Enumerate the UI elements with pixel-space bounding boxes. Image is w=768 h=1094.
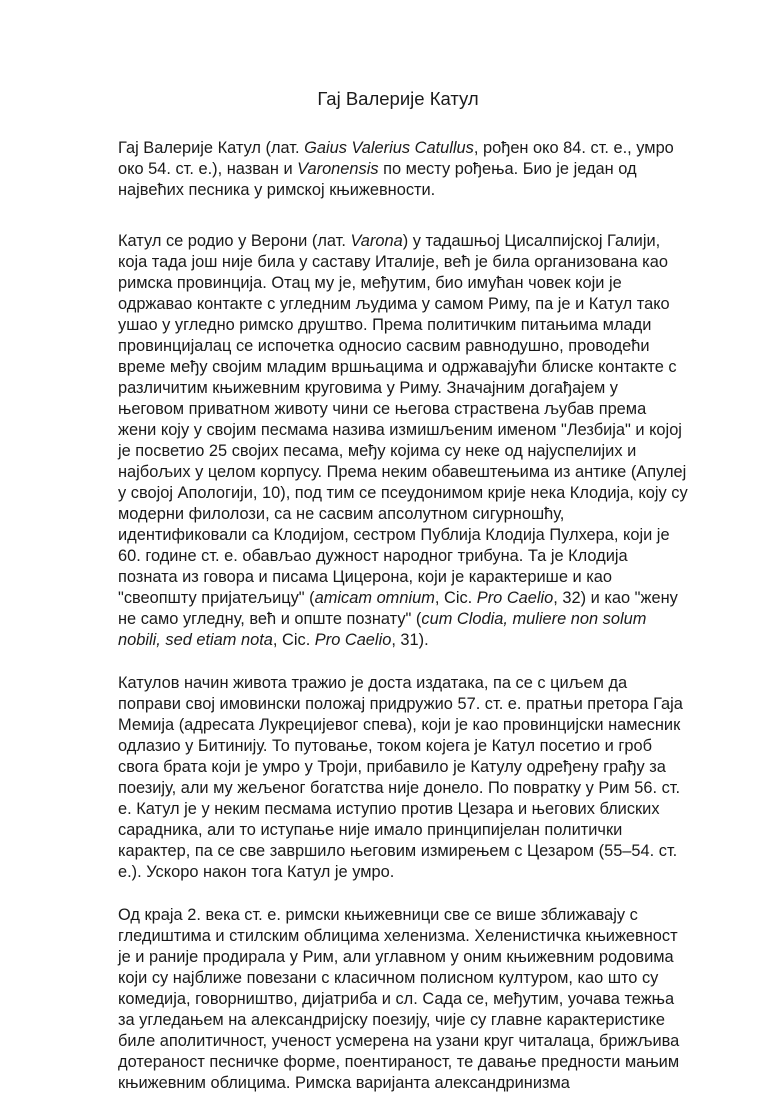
paragraph-intro: Гај Валерије Катул (лат. Gaius Valerius Catullus, рођен око 84. ст. е., умро око 54. ст. е.), назван и Varonensis по месту рођења. Био је један од највећих песника у римској књижевности. xyxy=(118,139,674,199)
paragraph-biography: Катул се родио у Верони (лат. Varona) у тадашњој Цисалпијској Галији, која тада још није била у саставу Италије, већ је била организована као римска провинција. Отац му је, међутим, био имућан човек који је одржавао контакте с угледним људима у самом Риму, па је и Катул тако ушао у угледно римско друштво. Према политичким питањима млади провинцијалац се испочетка односио сасвим равнодушно, проводећи време међу својим младим вршњацима и одржавајући блиске контакте с различитим књижевним круговима у Риму. Значајним догађајем у његовом приватном животу чини се његова страствена љубав према жени коју у својим песмама назива измишљеним именом "Лезбија" и којој је посветио 25 својих песама, међу којима су неке од најуспелијих и најбољих у целом корпусу. Према неким обавештењима из антике (Апулеј у својој Апологији, 10), под тим се псеудонимом крије нека Клодија, коју су модерни филолози, са не сасвим апсолутном сигурношћу, идентификовали са Клодијом, сестром Публија Клодија Пулхера, који је 60. године ст. е. обављао дужност народног трибуна. Та је Клодија позната из говора и писама Цицерона, који је карактерише и као "свеопшту пријатељицу" (amicam omnium, Cic. Pro Caelio, 32) и као "жену не само угледну, већ и опште познату" (cum Clodia, muliere non solum nobili, sed etiam nota, Cic. Pro Caelio, 31). xyxy=(118,232,688,649)
paragraph-travels: Катулов начин живота тражио је доста издатака, па се с циљем да поправи свој имовински положај придружио 57. ст. е. пратњи претора Гаја Мемија (адресата Лукрецијевог спева), који је као провинцијски намесник одлазио у Битинију. То путовање, током којега је Катул посетио и гроб свога брата који је умро у Троји, прибавило је Катулу одређену грађу за поезију, али му жељеног богатства није донело. По повратку у Рим 56. ст. е. Катул је у неким песмама иступио против Цезара и његових блиских сарадника, али то иступање није имало принципијелан политички карактер, па се све завршило његовим измирењем с Цезаром (55–54. ст. е.). Ускоро након тога Катул је умро. xyxy=(118,674,683,881)
paragraph-hellenism: Од краја 2. века ст. е. римски књижевници све се више зближавају с гледиштима и стилским облицима хеленизма. Хеленистичка књижевност је и раније продирала у Рим, али углавном у оним књижевним родовима који су најближе повезани с класичном полисном културом, као што су комедија, говорништво, дијатриба и сл. Сада се, међутим, уочава тежња за угледањем на александријску поезију, чије су главне карактеристике биле аполитичност, ученост усмерена на узани круг читалаца, брижљива дотераност песничке форме, поентираност, те давање предности мањим књижевним облицима. Римска варијанта александринизма xyxy=(118,906,680,1092)
page-title: Гај Валерије Катул xyxy=(317,88,479,109)
